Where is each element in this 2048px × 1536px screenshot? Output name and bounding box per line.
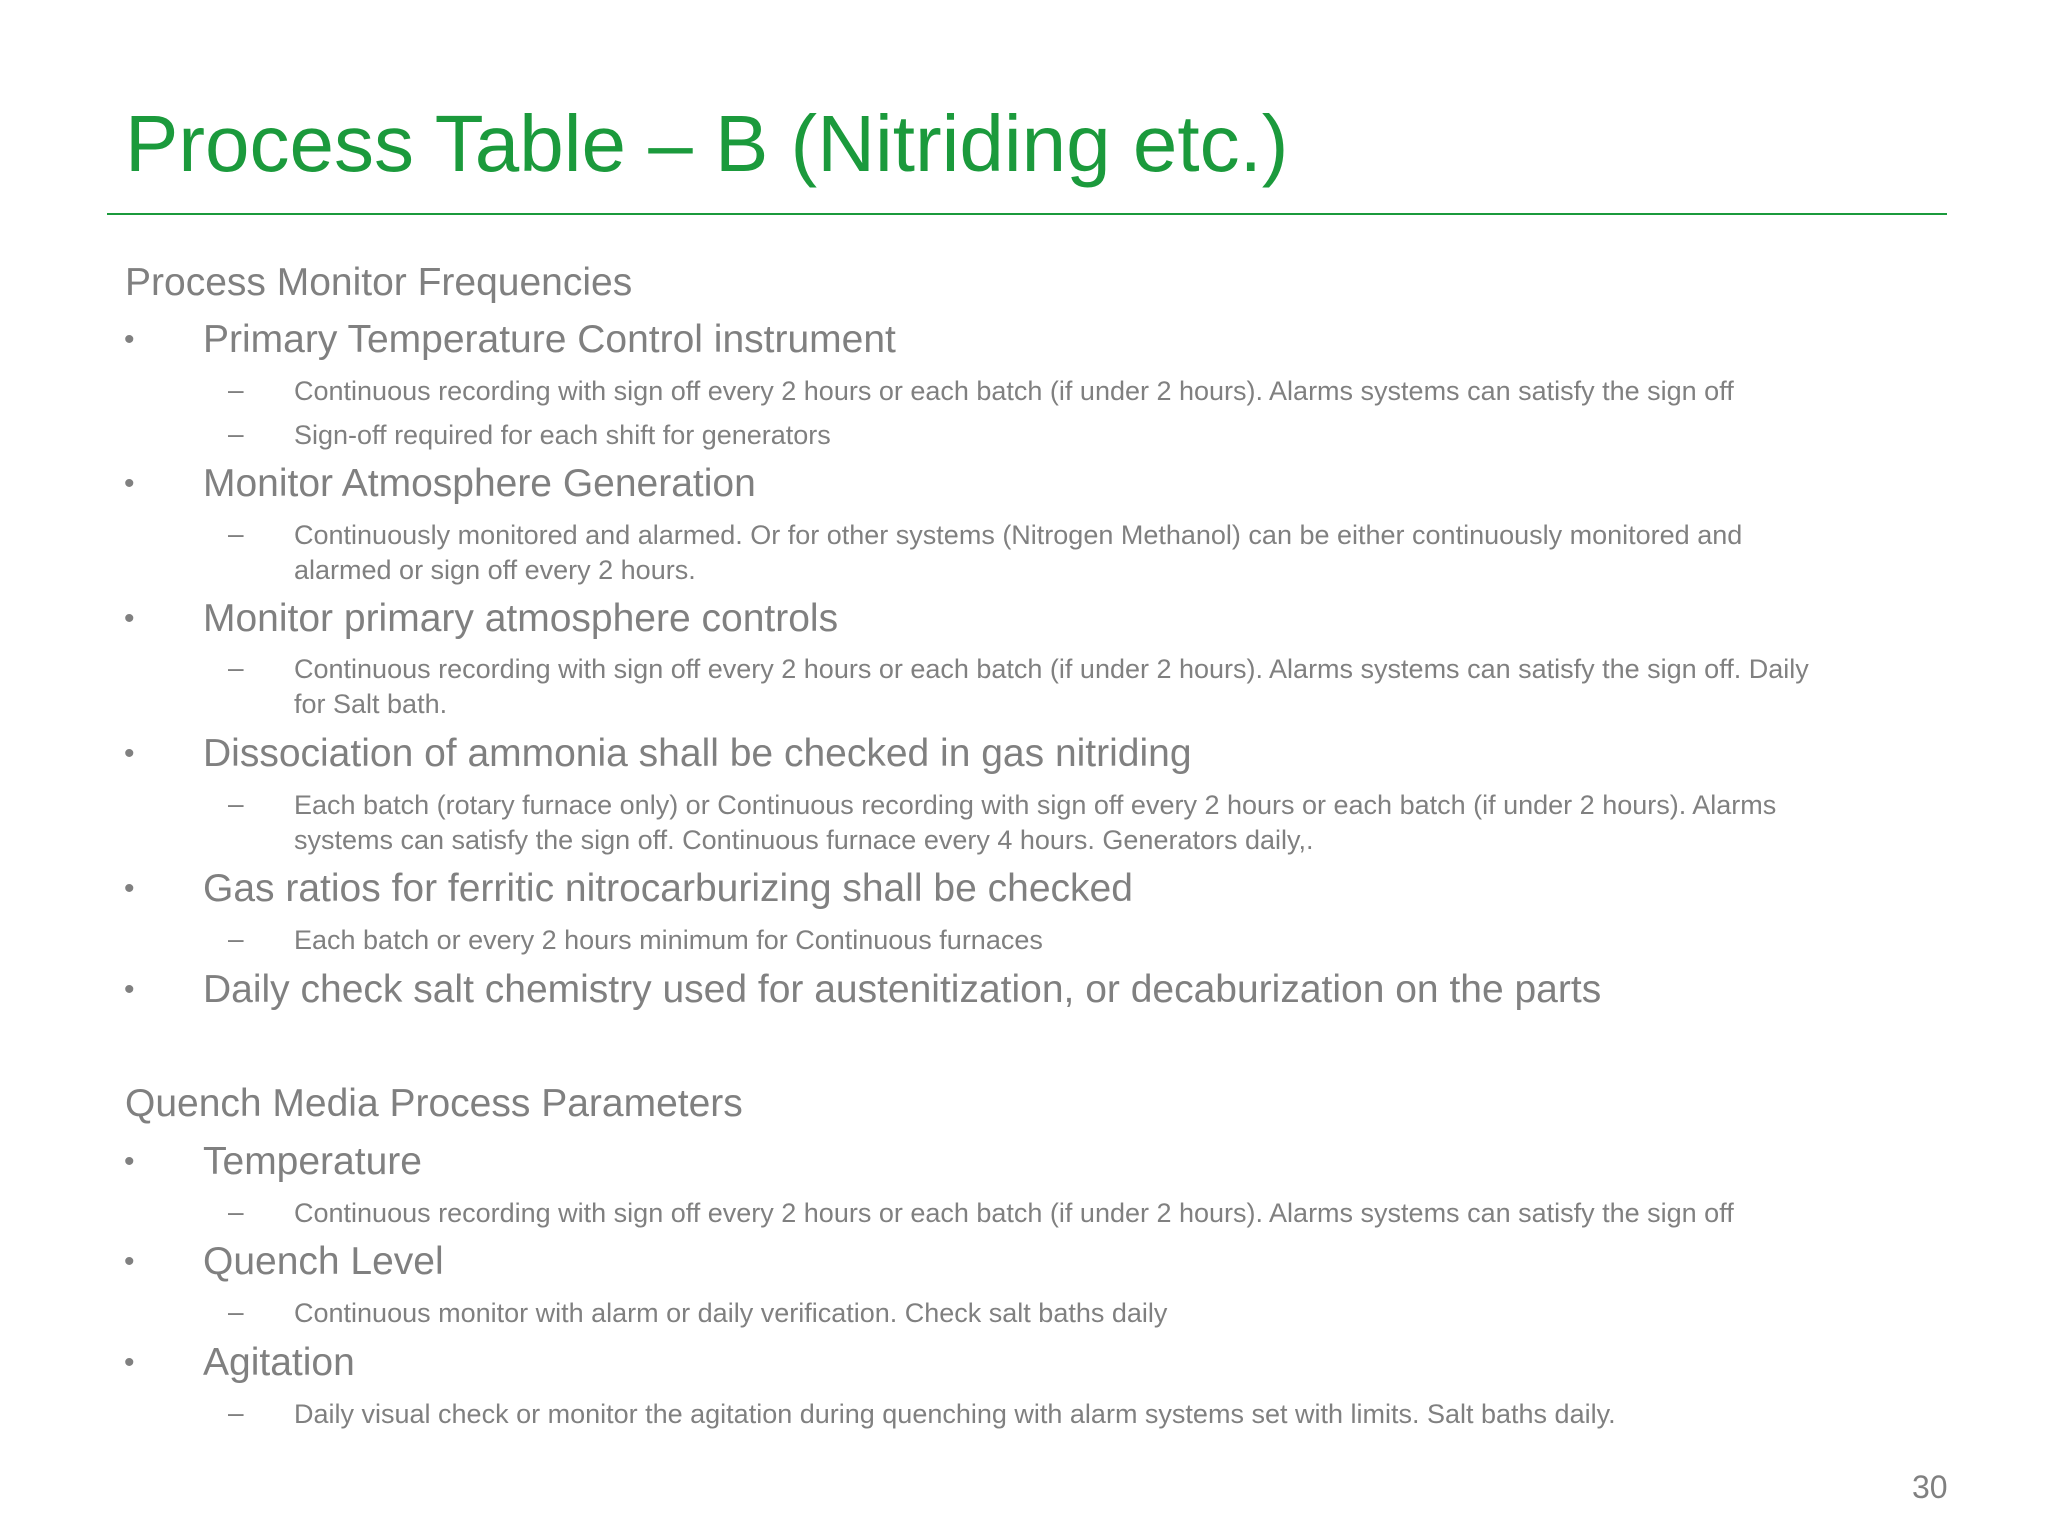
sub-item-line: Continuous recording with sign off every 2 hours or each batch (if under 2 hours). Alarms systems can satisfy the sign off: [294, 376, 1734, 406]
sub-item-line: Continuous recording with sign off every 2 hours or each batch (if under 2 hours). Alarms systems can satisfy the sign off: [294, 1198, 1734, 1228]
section-heading: Quench Media Process Parameters: [125, 1082, 743, 1125]
sub-item-line: alarmed or sign off every 2 hours.: [294, 555, 696, 585]
bullet-item: Gas ratios for ferritic nitrocarburizing shall be checked: [203, 867, 1133, 910]
sub-item-line: Daily visual check or monitor the agitation during quenching with alarm systems set with limits. Salt baths daily.: [294, 1399, 1616, 1429]
bullet-icon: •: [124, 1145, 135, 1178]
bullet-item: Primary Temperature Control instrument: [203, 318, 896, 361]
bullet-item: Dissociation of ammonia shall be checked in gas nitriding: [203, 732, 1192, 775]
section-heading: Process Monitor Frequencies: [125, 261, 633, 304]
bullet-icon: •: [124, 323, 135, 356]
dash-icon: –: [228, 1196, 244, 1227]
sub-item-line: for Salt bath.: [294, 689, 448, 719]
slide-title: Process Table – B (Nitriding etc.): [125, 99, 1289, 188]
sub-item-line: systems can satisfy the sign off. Continuous furnace every 4 hours. Generators daily,.: [294, 825, 1314, 855]
bullet-icon: •: [124, 602, 135, 635]
bullet-icon: •: [124, 467, 135, 500]
bullet-icon: •: [124, 872, 135, 905]
sub-item-line: Continuous monitor with alarm or daily verification. Check salt baths daily: [294, 1298, 1168, 1328]
bullet-item: Monitor Atmosphere Generation: [203, 462, 756, 505]
bullet-item: Daily check salt chemistry used for austenitization, or decaburization on the parts: [203, 968, 1602, 1011]
sub-item-line: Sign-off required for each shift for generators: [294, 420, 831, 450]
title-underline: [107, 213, 1947, 215]
dash-icon: –: [228, 1296, 244, 1327]
bullet-item: Monitor primary atmosphere controls: [203, 597, 839, 640]
sub-item-line: Each batch or every 2 hours minimum for Continuous furnaces: [294, 925, 1043, 955]
dash-icon: –: [228, 788, 244, 819]
bullet-icon: •: [124, 737, 135, 770]
dash-icon: –: [228, 923, 244, 954]
dash-icon: –: [228, 518, 244, 549]
dash-icon: –: [228, 418, 244, 449]
dash-icon: –: [228, 652, 244, 683]
bullet-item: Temperature: [203, 1140, 422, 1183]
sub-item-line: Each batch (rotary furnace only) or Continuous recording with sign off every 2 hours or each batch (if under 2 hours). Alarms: [294, 790, 1777, 820]
sub-item-line: Continuous recording with sign off every 2 hours or each batch (if under 2 hours). Alarms systems can satisfy the sign off. Daily: [294, 654, 1809, 684]
dash-icon: –: [228, 374, 244, 405]
bullet-icon: •: [124, 1346, 135, 1379]
bullet-item: Agitation: [203, 1341, 355, 1384]
bullet-icon: •: [124, 1245, 135, 1278]
dash-icon: –: [228, 1397, 244, 1428]
sub-item-line: Continuously monitored and alarmed. Or for other systems (Nitrogen Methanol) can be either continuously monitored and: [294, 520, 1743, 550]
page-number: 30: [1912, 1469, 1948, 1505]
bullet-icon: •: [124, 973, 135, 1006]
bullet-item: Quench Level: [203, 1240, 444, 1283]
